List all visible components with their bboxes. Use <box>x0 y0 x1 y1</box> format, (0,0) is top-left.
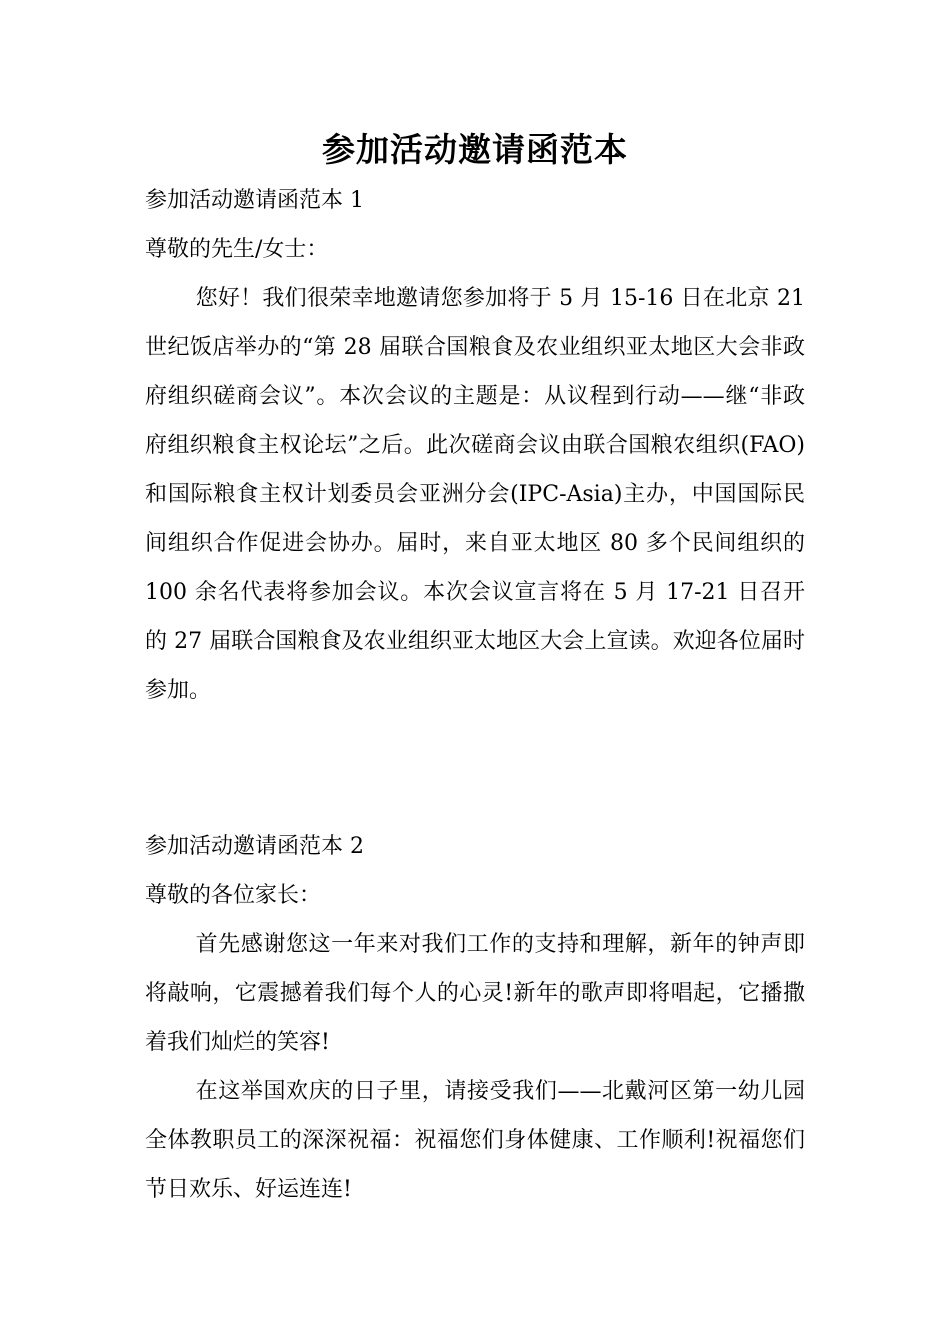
section-2 <box>145 822 805 1214</box>
section-1-salutation: 尊敬的先生/女士： <box>145 237 329 262</box>
section-1-heading: 参加活动邀请函范本 1 <box>145 188 364 213</box>
section-2-paragraph: 在这举国欢庆的日子里，请接受我们——北戴河区第一幼儿园全体教职员工的深深祝福：祝福您们身体健康、工作顺利!祝福您们节日欢乐、好运连连! <box>145 1079 805 1202</box>
section-2-heading: 参加活动邀请函范本 2 <box>145 834 364 859</box>
section-1-paragraph: 您好！我们很荣幸地邀请您参加将于 5 月 15-16 日在北京 21 世纪饭店举办的“第 28 届联合国粮食及农业组织亚太地区大会非政府组织磋商会议”。本次会议的主题是：从议程到行动——继“非政府组织粮食主权论坛”之后。此次磋商会议由联合国粮农组织(FAO)和国际粮食主权计划委员会亚洲分会(IPC-Asia)主办，中国国际民间组织合作促进会协办。届时，来自亚太地区 80 多个民间组织的 100 余名代表将参加会议。本次会议宣言将在 5 月 17-21 日召开的 27 届联合国粮食及农业组织亚太地区大会上宣读。欢迎各位届时参加。 <box>145 286 805 703</box>
section-1 <box>145 176 805 715</box>
section-2-salutation: 尊敬的各位家长： <box>145 883 322 908</box>
document-title: 参加活动邀请函范本 <box>322 130 628 169</box>
section-2-paragraph: 首先感谢您这一年来对我们工作的支持和理解，新年的钟声即将敲响，它震撼着我们每个人的心灵!新年的歌声即将唱起，它播撒着我们灿烂的笑容! <box>145 932 805 1055</box>
